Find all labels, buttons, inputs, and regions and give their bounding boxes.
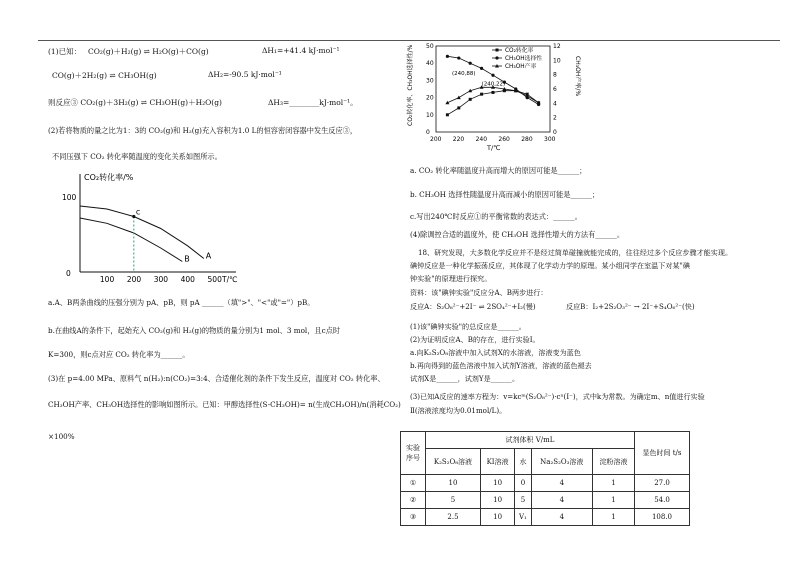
p2a-text: a.向K₂S₂O₈溶液中加入试剂X的水溶液，溶液变为蓝色: [410, 348, 581, 357]
q1-intro: (1)已知：: [48, 47, 82, 56]
p1-text: (1)该"碘钟实验"的总反应是______。: [410, 322, 526, 331]
data-point: [469, 98, 472, 101]
p2c-text: 试剂X是______，试剂Y是______。: [410, 374, 520, 383]
annotation-label: (240,22): [481, 81, 506, 88]
q3b-text: b. CH₃OH 选择性随温度升高而减小的原因可能是______；: [410, 190, 600, 199]
series-line-B: [80, 218, 182, 262]
data-point: [469, 62, 472, 65]
table-head-time: 显色时间 t/s: [635, 432, 690, 475]
x-tick-label: 280: [521, 136, 533, 143]
table-cell: 5: [515, 492, 531, 509]
table-cell: 5: [426, 492, 481, 509]
table-cell: 1: [593, 475, 635, 492]
series-line: [447, 87, 538, 103]
y-right-tick-label: 4: [553, 100, 557, 108]
table-cell: 108.0: [635, 509, 690, 526]
table-cell: 10: [480, 475, 514, 492]
x-tick-label: 400: [180, 275, 195, 284]
data-point: [446, 55, 449, 58]
table-cell: 54.0: [635, 492, 690, 509]
table-head-vol: 试剂体积 V/mL: [426, 432, 635, 449]
data-point: [457, 56, 460, 59]
temperature-effect-chart: [402, 40, 582, 152]
reaction-2: CO(g)＋2H₂(g) ⇌ CH₃OH(g): [52, 71, 157, 80]
table-cell: 1: [593, 492, 635, 509]
y-right-tick-label: 2: [553, 114, 557, 122]
reaction-2-dh: ΔH₂=-90.5 kJ·mol⁻¹: [208, 70, 282, 79]
point-c-label: c: [135, 207, 141, 217]
q2b-text-2: K=300，则c点对应 CO₂ 转化率为______。: [48, 350, 190, 359]
experiment-table: [400, 431, 690, 526]
table-row: [401, 492, 690, 509]
legend-marker: [496, 49, 499, 52]
x-tick-label: 500: [207, 275, 222, 284]
p3-text-2: Ⅱ(溶液浓度均为0.01mol/L)。: [410, 406, 507, 415]
table-cell: 10: [426, 475, 481, 492]
q2-text-1: (2)若将物质的量之比为1：3的 CO₂(g)和 H₂(g)充入容积为1.0 L的恒容密闭容器中发生反应③，: [48, 126, 358, 135]
table-cell: 27.0: [635, 475, 690, 492]
table-col-starch: 淀粉溶液: [593, 449, 635, 475]
table-cell: ②: [401, 492, 426, 509]
reaction-1: CO₂(g)＋H₂(g) ⇌ H₂O(g)＋CO(g): [88, 47, 209, 56]
x-tick-label: 200: [430, 136, 442, 143]
table-col-na2s2o3: Na₂S₂O₃溶液: [531, 449, 592, 475]
table-cell: V₁: [515, 509, 531, 526]
reaction-b: 反应B：I₂+2S₂O₃²⁻ → 2I⁻+S₄O₆²⁻(快): [566, 302, 695, 311]
x-axis-label: T/℃: [487, 144, 501, 152]
table-cell: 0: [515, 475, 531, 492]
y-left-tick-label: 10: [426, 111, 434, 119]
table-cell: 4: [531, 475, 592, 492]
legend-label: CH₃OH选择性: [505, 56, 543, 62]
q3c-text: c.写出240℃时反应①的平衡常数的表达式：______。: [410, 212, 582, 221]
y-left-tick-label: 20: [426, 94, 434, 102]
q2a-text: a.A、B两条曲线的压强分别为 pA、pB，则 pA ______（填">"、"<"或"="）pB。: [48, 298, 315, 307]
y-left-tick-label: 40: [426, 60, 434, 68]
origin-label: 0: [66, 269, 71, 278]
p2b-text: b.再向得到的蓝色溶液中加入试剂Y溶液，溶液的蓝色褪去: [410, 361, 592, 370]
q18-text-1: 18、研究发现，大多数化学反应并不是经过简单碰撞就能完成的，往往经过多个反应步骤才能实现。: [418, 248, 733, 257]
q3a-text: a. CO₂ 转化率随温度升高而增大的原因可能是______；: [410, 166, 587, 175]
x-tick-label: 300: [544, 136, 556, 143]
reaction-a: 反应A：S₂O₈²⁻+2I⁻ ⇌ 2SO₄²⁻+I₂(慢): [410, 302, 536, 311]
table-col-water: 水: [515, 449, 531, 475]
x-tick-label: 200: [126, 275, 142, 284]
table-cell: 10: [480, 492, 514, 509]
data-point: [491, 74, 494, 77]
x-axis-label: T/℃: [222, 275, 238, 284]
p3-text-1: (3)已知A反应的速率方程为：v=kcᵐ(S₂O₈²⁻)·cⁿ(I⁻)，式中k为常数。为确定m、n值进行实验: [410, 392, 705, 401]
table-cell: 4: [531, 509, 592, 526]
q18-text-3: 钟实验"的原理进行探究。: [410, 274, 492, 283]
x-tick-label: 100: [99, 275, 115, 284]
q4-text: (4)除调控合适的温度外，使 CH₃OH 选择性增大的方法有______。: [410, 230, 625, 239]
x-tick-label: 300: [153, 275, 169, 284]
y-right-tick-label: 6: [553, 86, 557, 93]
q2b-text-1: b.在曲线A的条件下，起始充入 CO₂(g)和 H₂(g)的物质的量分别为1 mol、3 mol，且c点时: [48, 326, 340, 335]
data-point: [480, 93, 483, 96]
y-right-axis-label: CH₃OH产率/%: [574, 56, 581, 97]
y-left-axis-label: CO₂转化率、CH₃OH选择性/%: [407, 44, 414, 126]
table-row: [401, 509, 690, 526]
y-left-tick-label: 30: [426, 77, 434, 85]
y-left-tick-label: 0: [426, 129, 430, 136]
table-cell: ③: [401, 509, 426, 526]
x-tick-label: 220: [452, 136, 465, 143]
y-axis-label: CO₂转化率/%: [84, 173, 134, 182]
q3-text-2: CH₃OH产率、CH₃OH选择性的影响如图所示。已知：甲醇选择性(S-CH₃OH)= n(生成CH₃OH)/n(消耗CO₂): [48, 400, 401, 409]
y-tick-label: 100: [62, 193, 77, 202]
series-label-A: A: [205, 251, 212, 261]
q3-text-3: ×100%: [48, 432, 75, 441]
table-cell: 10: [480, 509, 514, 526]
x-tick-label: 260: [498, 136, 510, 143]
data-point: [492, 91, 495, 94]
y-right-tick-label: 8: [553, 71, 557, 79]
legend-marker: [495, 56, 498, 59]
x-tick-label: 240: [475, 136, 488, 143]
y-right-tick-label: 12: [553, 43, 561, 50]
table-head-exp: 实验序号: [401, 432, 426, 475]
table-col-k2s2o8: K₂S₂O₈溶液: [426, 449, 481, 475]
annotation-label: (240,88): [451, 71, 476, 78]
series-label-B: B: [184, 254, 190, 264]
data-point: [457, 96, 461, 100]
series-line-A: [80, 206, 204, 259]
p2-text: (2)为证明反应A、B的存在，进行实验Ⅰ。: [410, 335, 540, 344]
y-left-tick-label: 50: [426, 43, 434, 50]
table-cell: 4: [531, 492, 592, 509]
legend-label: CO₂转化率: [505, 48, 534, 54]
reaction-3: 则反应③ CO₂(g)＋3H₂(g) ⇌ CH₃OH(g)＋H₂O(g): [48, 98, 222, 107]
table-col-ki: KI溶液: [480, 449, 514, 475]
table-row: [401, 475, 690, 492]
y-right-tick-label: 10: [553, 57, 561, 65]
info-text: 资料：该"碘钟实验"反应分A、B两步进行：: [410, 288, 548, 297]
data-point: [446, 113, 449, 116]
legend-label: CH₃OH产率: [505, 64, 537, 70]
reaction-3-dh: ΔH₃=________kJ·mol⁻¹。: [268, 98, 358, 107]
y-right-tick-label: 0: [553, 129, 557, 136]
q18-text-2: 碘钟反应是一种化学振荡反应，其体现了化学动力学的原理。某小组同学在室温下对某"碘: [410, 261, 690, 270]
reaction-1-dh: ΔH₁=+41.4 kJ·mol⁻¹: [262, 46, 340, 55]
table-cell: 2.5: [426, 509, 481, 526]
co2-conversion-chart: [48, 168, 248, 286]
table-cell: ①: [401, 475, 426, 492]
series-line: [447, 91, 538, 115]
table-cell: 1: [593, 509, 635, 526]
q2-text-2: 不同压强下 CO₂ 转化率随温度的变化关系如图所示。: [52, 152, 222, 161]
q3-text-1: (3)在 p=4.00 MPa、原料气 n(H₂):n(CO₂)=3:4、合适催化剂的条件下发生反应，温度对 CO₂ 转化率、: [48, 374, 385, 383]
data-point: [480, 67, 483, 70]
data-point: [457, 106, 460, 109]
